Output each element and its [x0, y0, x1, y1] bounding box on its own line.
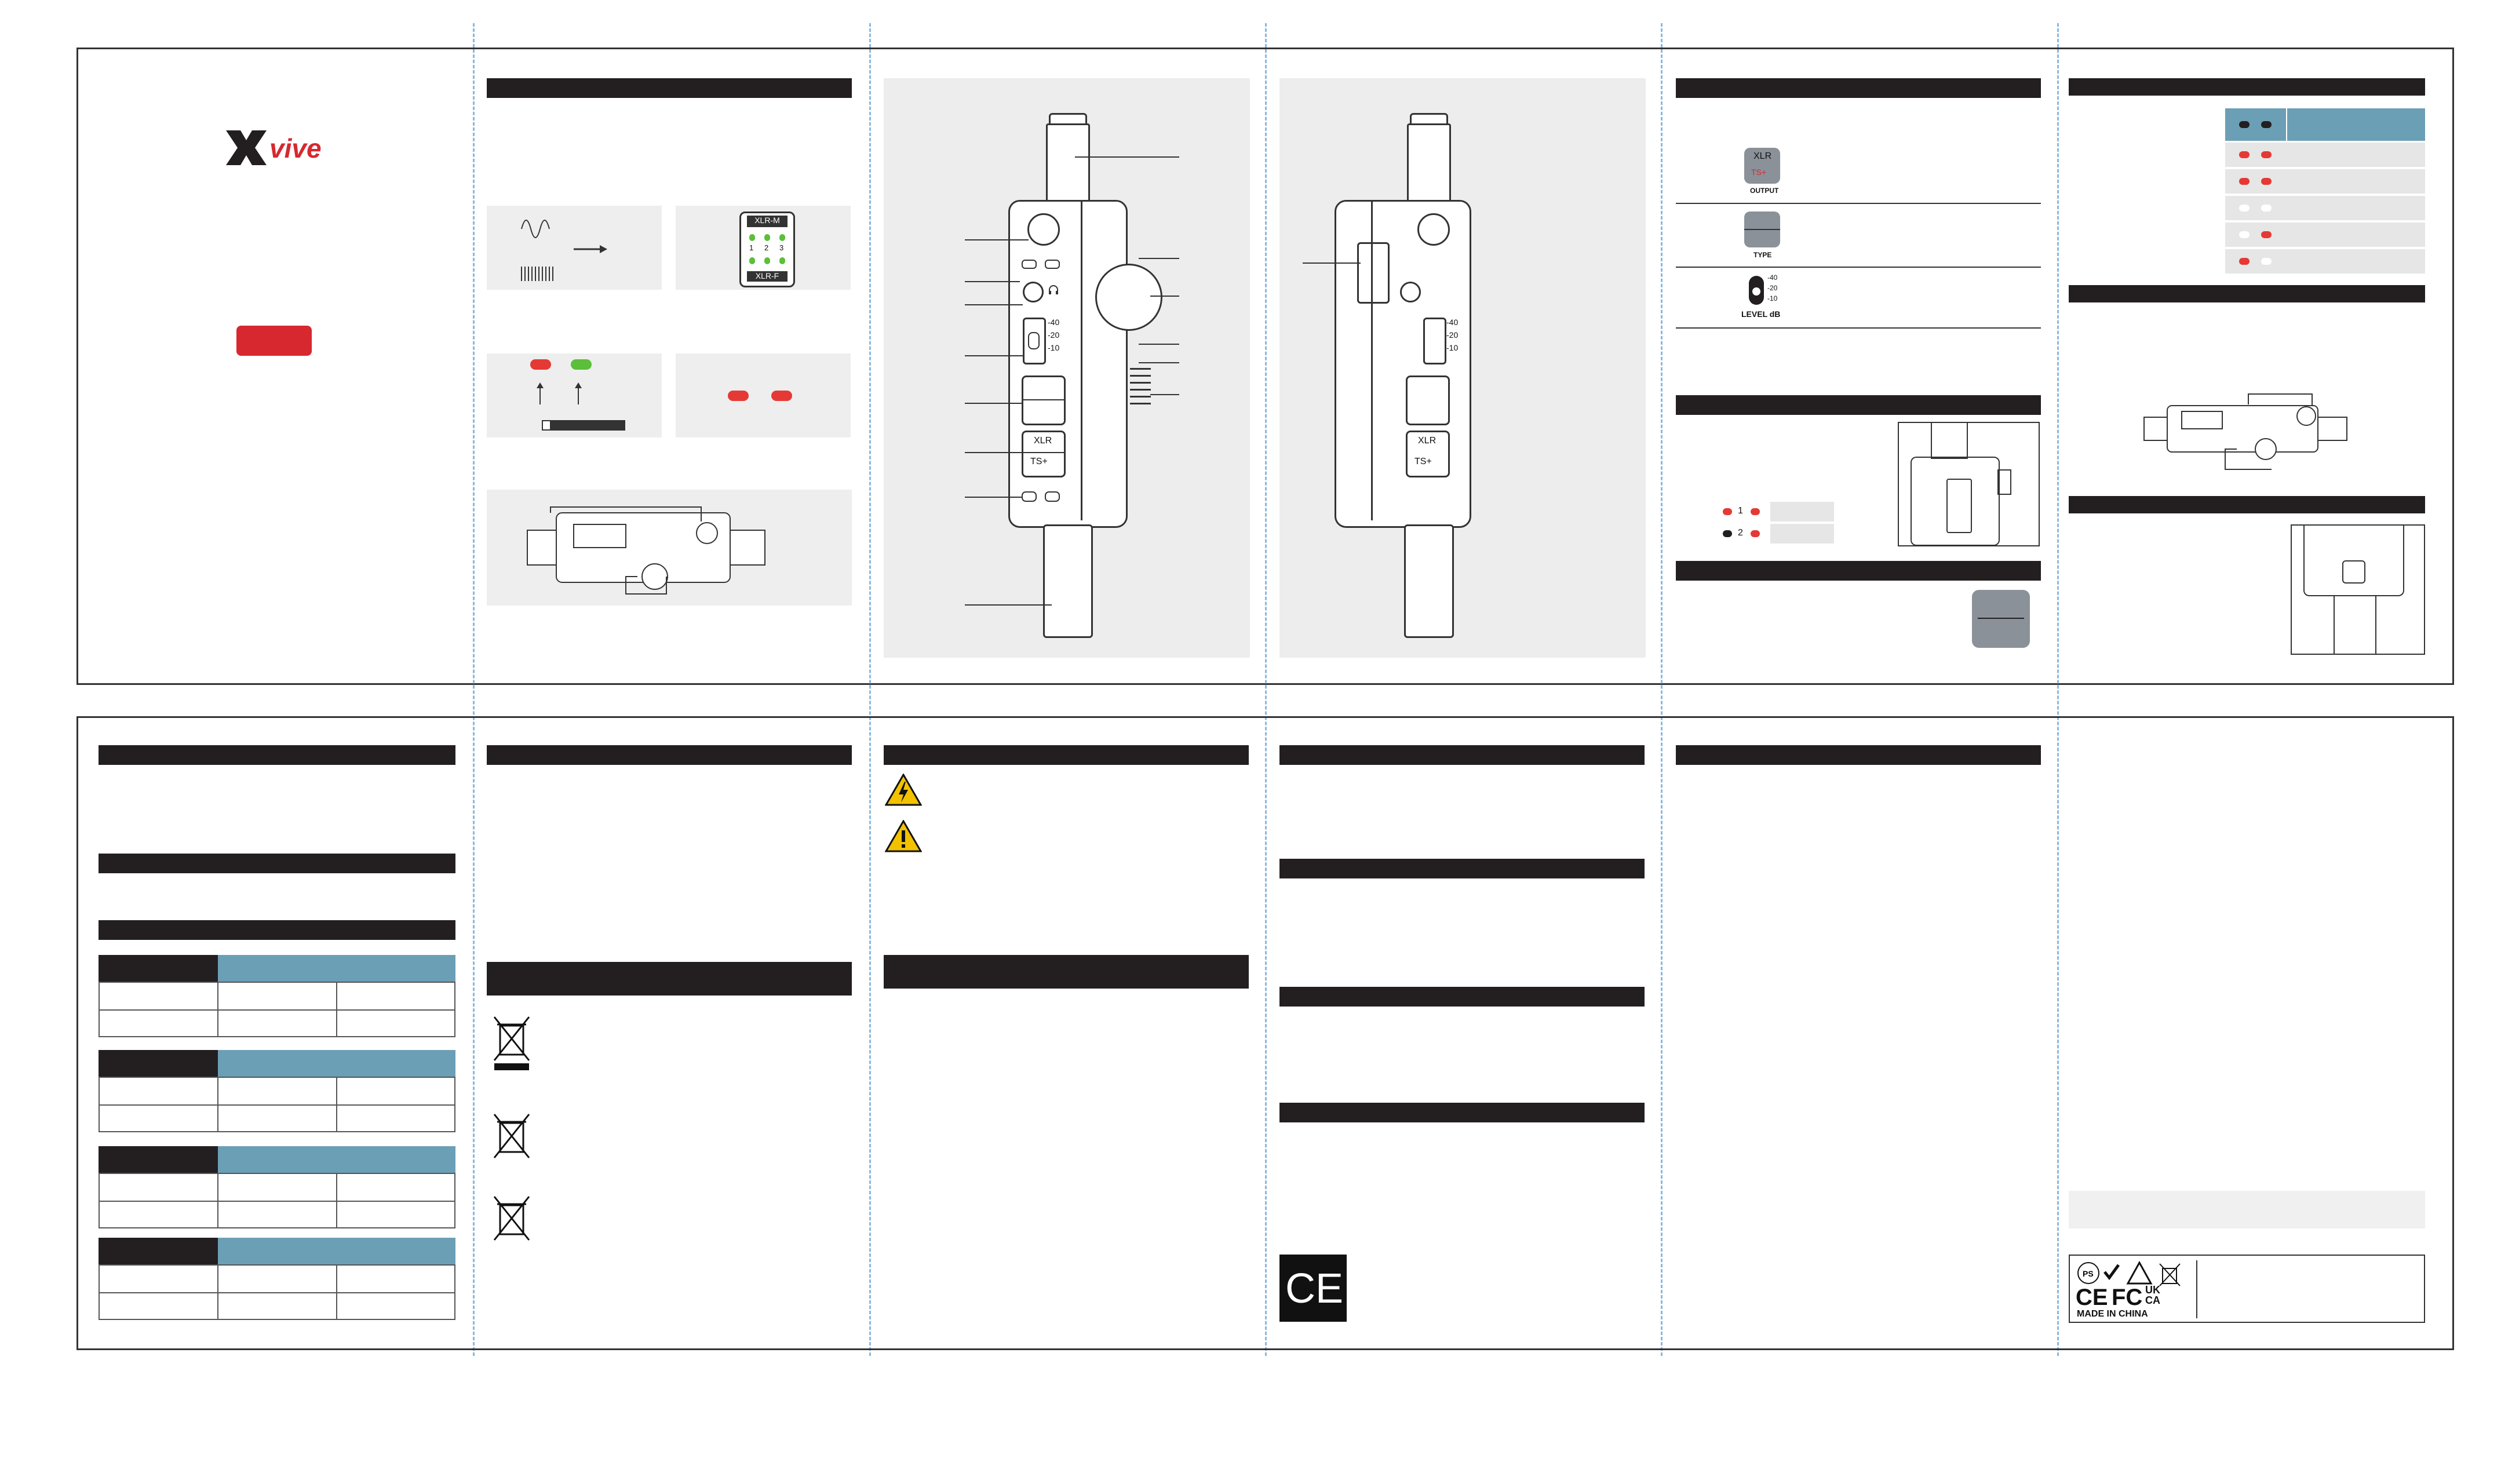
led-red	[1751, 530, 1760, 537]
section-header-bar	[1676, 395, 2041, 415]
led-green	[779, 257, 785, 264]
spec-table-header	[336, 955, 455, 982]
led-white	[2261, 205, 2272, 212]
ts-output-label: TS+	[1030, 457, 1048, 466]
device-front-diagram	[884, 78, 1250, 658]
divider	[1676, 267, 2041, 268]
led-off	[2261, 121, 2272, 128]
led-green	[749, 234, 755, 241]
section-header-bar	[1279, 859, 1645, 878]
led-indicator	[1022, 491, 1037, 502]
spec-table-cell	[99, 1292, 218, 1320]
spec-table-header	[218, 1146, 336, 1173]
section-header-bar	[1676, 78, 2041, 98]
spec-table-cell	[217, 1292, 337, 1320]
electric-shock-warning-icon	[885, 774, 922, 806]
led-green	[779, 234, 785, 241]
led-green	[571, 359, 592, 370]
level-40-label: -40	[1048, 318, 1060, 327]
waveform-icon	[487, 206, 662, 290]
ce-mark-text: CE	[2076, 1285, 2108, 1310]
led-green	[764, 234, 770, 241]
brand-logo	[223, 127, 327, 168]
xlr-female-connector	[1043, 524, 1093, 638]
level-40-label: -40	[1767, 274, 1778, 282]
led-red	[2261, 178, 2272, 185]
callout-leader	[1139, 344, 1179, 345]
divider	[1676, 327, 2041, 329]
side-button	[1997, 469, 2011, 495]
spec-table-header	[336, 1238, 455, 1264]
spec-table-cell	[336, 1077, 455, 1106]
level-switch-knob	[1752, 287, 1760, 296]
output-switch-icon	[1744, 148, 1780, 184]
switch-icon	[2342, 560, 2365, 584]
callout-leader	[1139, 258, 1179, 259]
svg-text:PS: PS	[2083, 1269, 2094, 1278]
pairing-row-2	[1718, 524, 1834, 544]
level-switch-icon	[1749, 276, 1764, 305]
callout-leader	[965, 403, 1023, 404]
signal-illustration	[487, 206, 662, 290]
level-meter-fill	[550, 421, 624, 429]
output-caption: OUTPUT	[1750, 187, 1779, 195]
type-switch	[1406, 375, 1450, 425]
led-off	[2239, 121, 2250, 128]
level-10-label: -10	[1446, 343, 1459, 352]
spec-table-cell	[336, 1264, 455, 1293]
xlr-female-connector	[2334, 595, 2376, 654]
compliance-box	[2069, 1255, 2425, 1323]
level-switch-knob	[1028, 332, 1040, 349]
spec-table-cell	[336, 1201, 455, 1228]
callout-leader	[965, 355, 1023, 356]
spec-table-header	[99, 1146, 218, 1173]
section-header-bar	[884, 955, 1249, 989]
ts-output-label: TS+	[1414, 457, 1432, 466]
spec-table-cell	[99, 1173, 218, 1202]
type-switch	[1022, 375, 1066, 425]
output-illustration	[2291, 524, 2425, 655]
led-white	[2261, 258, 2272, 265]
device-body	[1911, 457, 2000, 546]
section-header-bar	[487, 962, 852, 996]
channel-number: 1	[749, 243, 754, 252]
spec-table-cell	[99, 1264, 218, 1293]
led-table-row	[2225, 143, 2425, 167]
ukca-mark-text: UK CA	[2145, 1284, 2160, 1306]
xvive-logo-icon	[223, 127, 327, 168]
section-header-bar	[2069, 78, 2425, 96]
level-10-label: -10	[1048, 343, 1060, 352]
section-header-bar	[99, 920, 455, 940]
channel-selector	[1946, 479, 1972, 533]
level-switch	[1023, 318, 1046, 364]
callout-leader	[1303, 262, 1361, 264]
led-red	[1751, 508, 1760, 515]
led-red	[2239, 151, 2250, 158]
cover-red-badge	[236, 326, 312, 356]
svg-text:vive: vive	[269, 133, 322, 163]
spec-table-cell	[336, 1173, 455, 1202]
spec-table-cell	[99, 1104, 218, 1132]
switch-divider	[1023, 452, 1064, 453]
spec-table-cell	[217, 1009, 337, 1037]
weee-bin-icon	[491, 1194, 532, 1243]
device-rear-diagram	[1279, 78, 1646, 658]
led-red	[1723, 508, 1732, 515]
led-indicator	[1045, 260, 1060, 269]
xlr-f-label: XLR-F	[747, 271, 788, 282]
level-db-caption: LEVEL dB	[1741, 309, 1781, 319]
callout-leader	[965, 239, 1029, 240]
spec-table-header	[336, 1146, 455, 1173]
spec-table-cell	[217, 1077, 337, 1106]
device-body	[1008, 200, 1128, 528]
switch-divider	[1023, 399, 1064, 400]
weee-bin-icon	[491, 1111, 532, 1161]
divider	[1676, 203, 2041, 204]
fc-mark-text: FC	[2112, 1285, 2143, 1310]
weee-bin-icon	[491, 1014, 532, 1072]
callout-leader	[965, 281, 1020, 282]
led-white	[2239, 205, 2250, 212]
level-meter	[542, 420, 625, 431]
spec-table-cell	[99, 1077, 218, 1106]
xlr-male-connector	[1931, 423, 1968, 459]
xlr-m-label: XLR-M	[747, 216, 788, 227]
channel-label: 1	[1738, 506, 1743, 516]
callout-leader	[965, 604, 1052, 606]
device-top-view-icon	[2132, 388, 2376, 475]
xlr-output-label: XLR	[1034, 436, 1052, 446]
output-switch	[1406, 431, 1450, 477]
spec-table-cell	[336, 1009, 455, 1037]
pairing-row-1	[1718, 502, 1834, 522]
spec-table-cell	[217, 982, 337, 1011]
led-table-row	[2225, 169, 2425, 194]
xlr-male-connector	[1046, 123, 1090, 202]
level-10-label: -10	[1767, 294, 1778, 302]
headphone-icon	[1048, 284, 1059, 296]
section-header-bar	[99, 854, 455, 873]
section-header-bar	[1676, 745, 2041, 765]
spec-table-header	[99, 1238, 218, 1264]
headphone-jack-icon	[1400, 282, 1421, 302]
level-20-label: -20	[1767, 284, 1778, 292]
device-side-view-icon	[487, 490, 852, 606]
callout-leader	[965, 304, 1023, 305]
spec-table-cell	[99, 982, 218, 1011]
spec-table-cell	[217, 1264, 337, 1293]
led-red	[2261, 231, 2272, 238]
type-switch-icon	[1744, 212, 1780, 247]
led-indicator	[1022, 260, 1037, 269]
led-white	[2239, 231, 2250, 238]
xlr-output-label: XLR	[1753, 151, 1772, 161]
section-header-bar	[884, 745, 1249, 765]
table-divider	[2286, 108, 2287, 141]
device-body	[2303, 526, 2404, 596]
spec-table-cell	[99, 1009, 218, 1037]
section-header-bar	[1279, 987, 1645, 1007]
spec-table-header	[99, 1050, 218, 1077]
clip-led-illustration	[676, 353, 851, 437]
channel-led-illustration	[676, 206, 851, 290]
spec-table-cell	[336, 1104, 455, 1132]
compliance-divider	[2196, 1260, 2197, 1318]
led-red	[728, 391, 749, 401]
spec-table-header	[336, 1050, 455, 1077]
spec-table-cell	[336, 1292, 455, 1320]
callout-leader	[1075, 156, 1179, 158]
level-switch	[1423, 318, 1446, 364]
level-20-label: -20	[1446, 330, 1459, 340]
volume-knob-icon	[1417, 213, 1450, 246]
device-body-rear	[1335, 200, 1471, 528]
spec-table-header	[99, 955, 218, 982]
callout-leader	[1139, 362, 1179, 363]
channel-selector	[1357, 242, 1390, 304]
section-header-bar	[487, 78, 852, 98]
headphone-jack-icon	[1023, 282, 1044, 302]
output-switch	[1022, 431, 1066, 477]
callout-leader	[1150, 296, 1179, 297]
xlr-output-label: XLR	[1418, 436, 1437, 446]
spec-table-cell	[99, 1201, 218, 1228]
type-caption: TYPE	[1753, 251, 1772, 259]
section-header-bar	[1676, 561, 2041, 581]
section-header-bar	[1279, 1103, 1645, 1122]
section-header-bar	[1279, 745, 1645, 765]
channel-number: 3	[779, 243, 784, 252]
spec-table-header	[218, 1238, 336, 1264]
channel-label: 2	[1738, 528, 1743, 538]
info-strip	[2069, 1191, 2425, 1228]
led-red	[771, 391, 792, 401]
led-indicator	[1045, 491, 1060, 502]
pairing-illustration	[1898, 422, 2040, 546]
level-40-label: -40	[1446, 318, 1459, 327]
switch-divider	[1744, 229, 1780, 230]
ts-output-label: TS+	[1751, 167, 1767, 177]
led-table-header	[2225, 108, 2425, 141]
xlr-female-connector	[1404, 524, 1454, 638]
callout-leader	[1150, 394, 1179, 395]
speaker-grill	[1130, 368, 1151, 414]
led-table-row	[2225, 196, 2425, 220]
spec-table-cell	[217, 1201, 337, 1228]
switch-divider	[1978, 618, 2024, 619]
led-red	[530, 359, 551, 370]
led-table-row	[2225, 223, 2425, 247]
up-arrows-icon	[533, 382, 603, 406]
led-table-row	[2225, 249, 2425, 274]
caution-warning-icon	[885, 820, 922, 852]
callout-leader	[965, 497, 1023, 498]
section-header-bar	[99, 745, 455, 765]
type-switch-icon	[1972, 590, 2030, 648]
led-off	[1723, 530, 1732, 537]
led-green	[749, 257, 755, 264]
ce-mark-text: CE	[1285, 1266, 1344, 1312]
volume-knob-icon	[1027, 213, 1060, 246]
ce-mark	[1279, 1255, 1347, 1322]
rotary-wheel-icon	[1095, 264, 1162, 331]
device-side-view-illustration	[487, 490, 852, 606]
spec-table-cell	[217, 1173, 337, 1202]
section-header-bar	[2069, 496, 2425, 513]
channel-indicator-panel	[739, 212, 795, 287]
spec-table-header	[218, 1050, 336, 1077]
made-in-china-label: MADE IN CHINA	[2077, 1309, 2148, 1319]
callout-leader	[965, 452, 1023, 453]
led-red	[2261, 151, 2272, 158]
spec-table-header	[218, 955, 336, 982]
level-led-illustration	[487, 353, 662, 437]
section-header-bar	[487, 745, 852, 765]
led-red	[2239, 178, 2250, 185]
spec-table-cell	[336, 982, 455, 1011]
led-red	[2239, 258, 2250, 265]
section-header-bar	[2069, 285, 2425, 302]
xlr-male-connector	[1407, 123, 1451, 202]
spec-table-cell	[217, 1104, 337, 1132]
level-20-label: -20	[1048, 330, 1060, 340]
channel-number: 2	[764, 243, 769, 252]
led-green	[764, 257, 770, 264]
side-rail	[1081, 202, 1115, 520]
device-top-view-illustration	[2132, 388, 2376, 475]
